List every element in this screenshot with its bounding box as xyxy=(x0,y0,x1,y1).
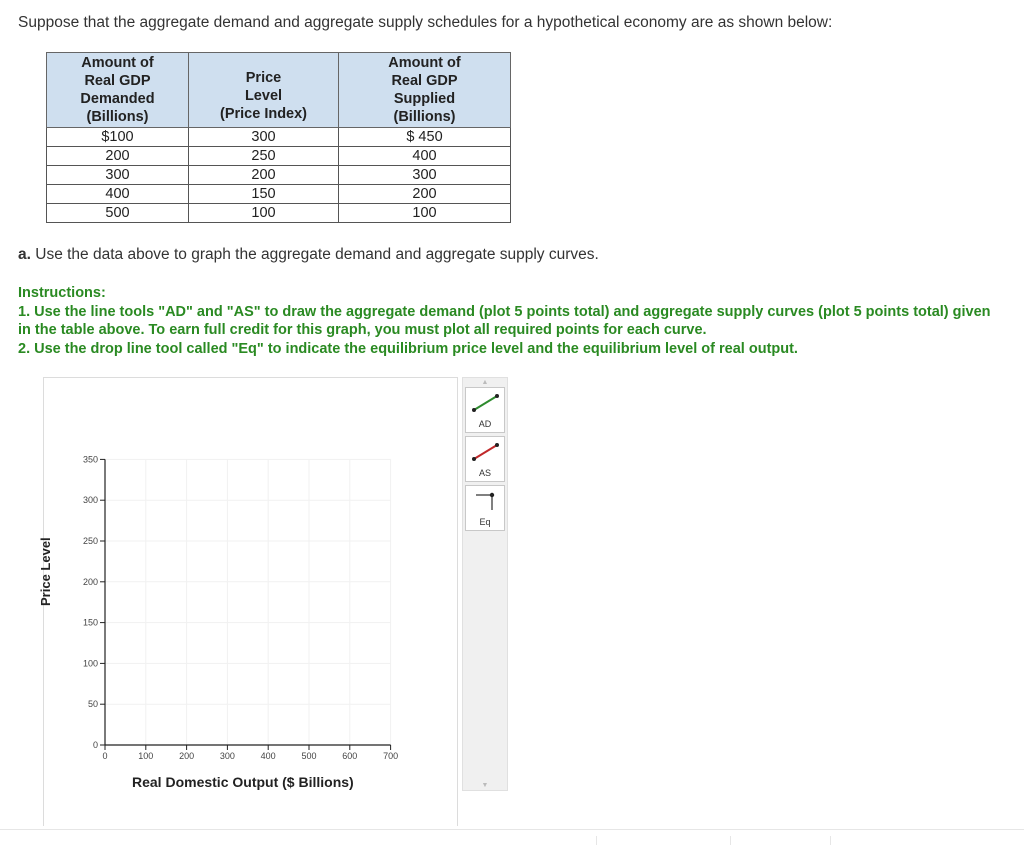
x-axis-label: Real Domestic Output ($ Billions) xyxy=(132,774,354,790)
y-tick-label: 100 xyxy=(82,658,98,669)
gdp-supplied-cell: 300 xyxy=(339,166,511,185)
gdp-demanded-cell: 500 xyxy=(47,204,189,223)
y-axis xyxy=(83,454,105,750)
part-a-text: Use the data above to graph the aggregate demand and aggregate supply curves. xyxy=(35,246,599,263)
gdp-demanded-cell: 200 xyxy=(47,147,189,166)
x-tick-label: 300 xyxy=(219,751,235,761)
gridlines xyxy=(105,459,391,745)
instructions-line-1: 1. Use the line tools "AD" and "AS" to draw the aggregate demand (plot 5 points total) and aggregate supply curves (plot 5 points total) given in the table above. To earn full credit for this graph, you must plot all required points for each curve. xyxy=(18,303,991,338)
y-tick-label: 350 xyxy=(82,454,98,465)
y-tick-label: 300 xyxy=(82,495,98,506)
ad-line-icon xyxy=(466,388,506,418)
price-level-cell: 250 xyxy=(189,147,339,166)
as-tool-button[interactable] xyxy=(465,436,505,482)
ad-tool-button[interactable] xyxy=(465,387,505,433)
price-level-cell: 150 xyxy=(189,185,339,204)
eq-tool-label: Eq xyxy=(479,517,491,527)
price-level-cell: 200 xyxy=(189,166,339,185)
as-line-icon xyxy=(466,437,506,467)
bottom-divider-segment xyxy=(596,836,597,845)
y-tick-label: 250 xyxy=(82,536,98,546)
tool-palette xyxy=(462,377,508,791)
gdp-supplied-cell: $ 450 xyxy=(339,128,511,147)
x-tick-label: 200 xyxy=(179,751,195,761)
y-axis-label: Price Level xyxy=(38,537,53,606)
x-tick-label: 0 xyxy=(102,751,108,761)
as-tool-label: AS xyxy=(478,468,491,478)
scroll-up-icon[interactable]: ▲ xyxy=(481,379,489,386)
x-tick-label: 500 xyxy=(301,751,317,761)
x-tick-label: 700 xyxy=(383,751,399,761)
gdp-demanded-cell: 300 xyxy=(47,166,189,185)
price-level-cell: 100 xyxy=(189,204,339,223)
y-tick-label: 0 xyxy=(92,740,98,750)
intro-text: Suppose that the aggregate demand and aggregate supply schedules for a hypothetical economy are as shown below: xyxy=(18,14,833,31)
gdp-demanded-cell: 400 xyxy=(47,185,189,204)
header-real-gdp-demanded: Amount of Real GDP Demanded (Billions) xyxy=(47,53,189,128)
part-a-label: a. xyxy=(18,246,31,263)
price-level-cell: 300 xyxy=(189,128,339,147)
header-price-level: Price Level (Price Index) xyxy=(189,53,339,128)
y-tick-label: 50 xyxy=(87,699,98,710)
gdp-supplied-cell: 100 xyxy=(339,204,511,223)
gdp-supplied-cell: 400 xyxy=(339,147,511,166)
header-real-gdp-supplied: Amount of Real GDP Supplied (Billions) xyxy=(339,53,511,128)
y-tick-label: 150 xyxy=(82,617,98,628)
bottom-divider xyxy=(0,829,1024,830)
y-tick-label: 200 xyxy=(82,576,98,587)
eq-tool-button[interactable] xyxy=(465,485,505,531)
x-axis xyxy=(102,745,398,761)
drop-line-icon xyxy=(466,486,506,516)
x-tick-label: 400 xyxy=(260,751,276,761)
x-tick-label: 600 xyxy=(342,751,358,761)
instructions-line-2: 2. Use the drop line tool called "Eq" to indicate the equilibrium price level and the equilibrium level of real output. xyxy=(18,340,798,357)
bottom-divider-segment xyxy=(830,836,831,845)
scroll-down-icon[interactable]: ▼ xyxy=(481,782,489,789)
bottom-divider-segment xyxy=(730,836,731,845)
instructions-title: Instructions: xyxy=(18,285,106,301)
x-tick-label: 100 xyxy=(138,751,154,761)
ad-tool-label: AD xyxy=(478,419,492,429)
gdp-demanded-cell: $100 xyxy=(47,128,189,147)
gdp-supplied-cell: 200 xyxy=(339,185,511,204)
